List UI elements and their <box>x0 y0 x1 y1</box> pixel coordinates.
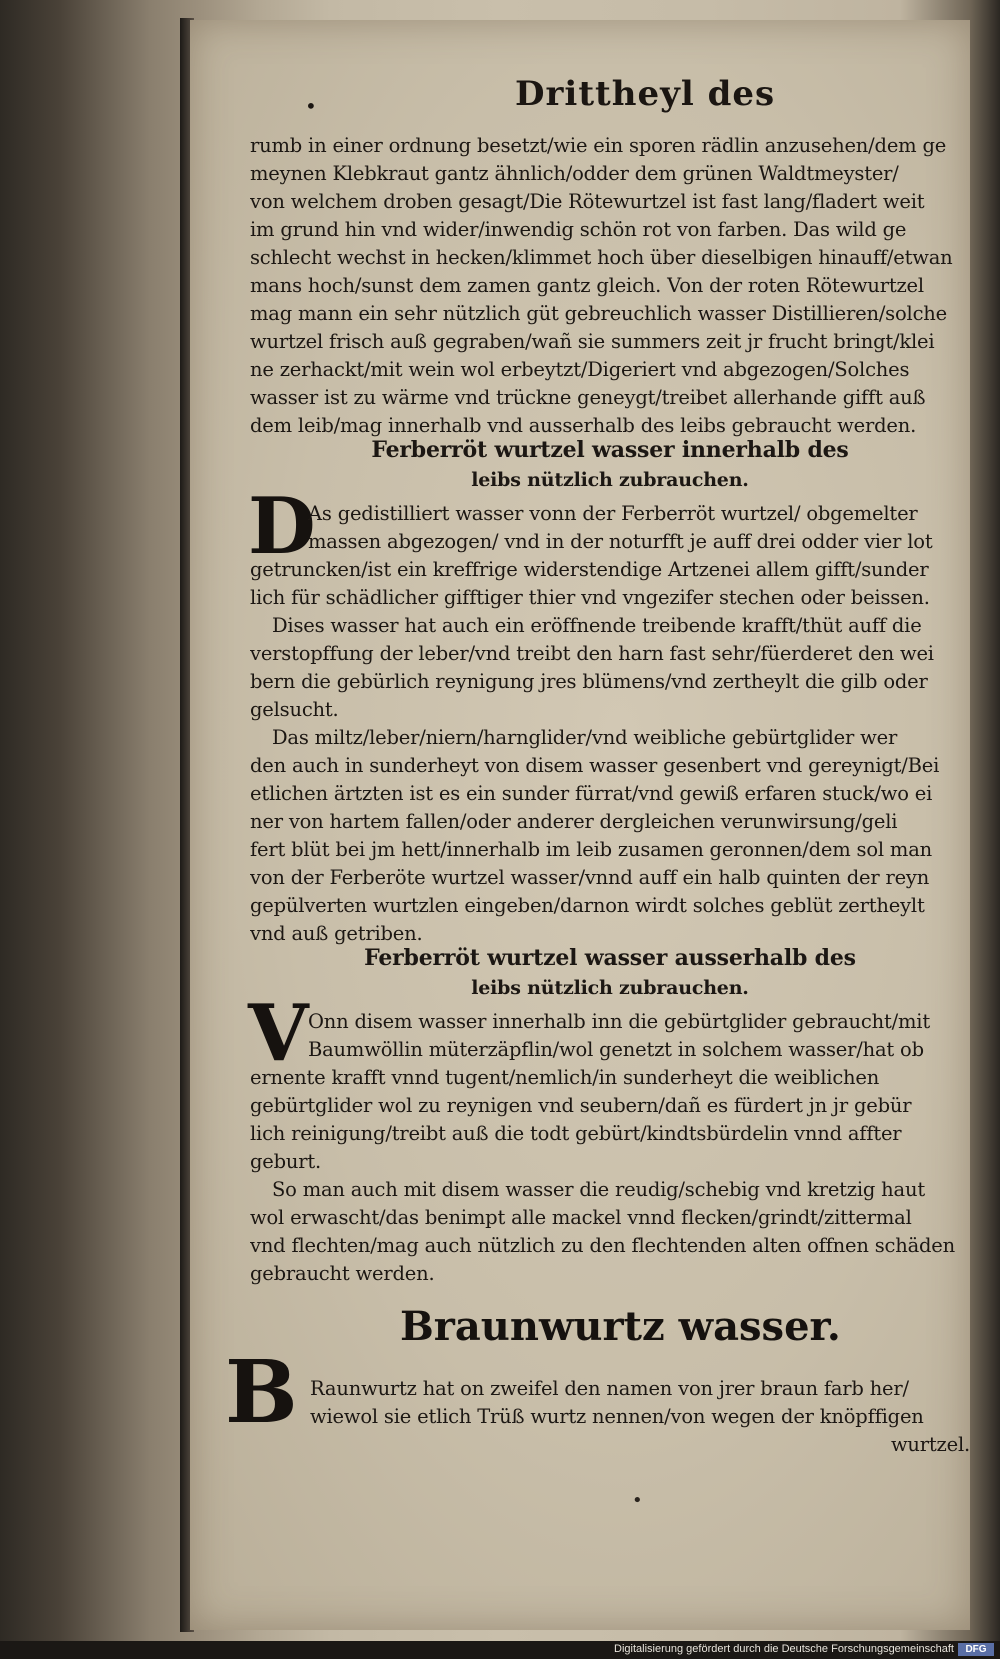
text-line: gebürtglider wol zu reynigen vnd seubern/dañ es fürdert jn jr gebür <box>250 1094 912 1117</box>
text-line: mag mann ein sehr nützlich güt gebreuchlich wasser Distillieren/solche <box>250 302 947 325</box>
text-line: mans hoch/sunst dem zamen gantz gleich. Von der roten Rötewurtzel <box>250 274 924 297</box>
section2-heading: Ferberröt wurtzel wasser innerhalb des <box>371 437 849 463</box>
text-line: As gedistilliert wasser vonn der Ferberröt wurtzel/ obgemelter <box>308 502 918 525</box>
section4-heading: Braunwurtz wasser. <box>400 1303 841 1350</box>
text-line: Dises wasser hat auch ein eröffnende treibende krafft/thüt auff die <box>272 614 922 637</box>
dfg-logo-icon: DFG <box>958 1643 994 1656</box>
text-line: verstopffung der leber/vnd treibt den harn fast sehr/füerderet den wei <box>250 642 934 665</box>
section2-subheading: leibs nützlich zubrauchen. <box>471 469 749 491</box>
text-line: Raunwurtz hat on zweifel den namen von jrer braun farb her/ <box>310 1377 909 1400</box>
text-line: meynen Klebkraut gantz ähnlich/odder dem grünen Waldtmeyster/ <box>250 162 899 185</box>
text-line: gelsucht. <box>250 698 339 721</box>
text-line: dem leib/mag innerhalb vnd ausserhalb des leibs gebraucht werden. <box>250 414 917 437</box>
text-line: vnd flechten/mag auch nützlich zu den flechtenden alten offnen schäden <box>250 1234 955 1257</box>
section3-heading: Ferberröt wurtzel wasser ausserhalb des <box>364 945 856 971</box>
section3-subheading: leibs nützlich zubrauchen. <box>471 977 749 999</box>
section3-body <box>250 1008 970 1288</box>
text-line: vnd auß getriben. <box>250 922 423 945</box>
text-line: ernente krafft vnnd tugent/nemlich/in sunderheyt die weiblichen <box>250 1066 880 1089</box>
text-line: wiewol sie etlich Trüß wurtz nennen/von wegen der knöpffigen <box>310 1405 924 1428</box>
text-line: schlecht wechst in hecken/klimmet hoch über dieselbigen hinauff/etwan <box>250 246 953 269</box>
text-line: lich reinigung/treibt auß die todt gebürt/kindtsbürdelin vnnd affter <box>250 1122 902 1145</box>
section4-initial: B <box>225 1342 298 1443</box>
text-line: Baumwöllin müterzäpflin/wol genetzt in solchem wasser/hat ob <box>308 1038 924 1061</box>
text-line: wurtzel frisch auß gegraben/wañ sie summers zeit jr frucht bringt/klei <box>250 330 935 353</box>
text-line: wol erwascht/das benimpt alle mackel vnnd flecken/grindt/zittermal <box>250 1206 912 1229</box>
section3-heading-block <box>250 943 970 1003</box>
text-line: etlichen ärtzten ist es ein sunder fürrat/vnd gewiß erfaren stuck/wo ei <box>250 782 933 805</box>
text-line: massen abgezogen/ vnd in der noturfft je auff drei odder vier lot <box>308 530 933 553</box>
text-line: Onn disem wasser innerhalb inn die gebürtglider gebraucht/mit <box>308 1010 930 1033</box>
text-line: getruncken/ist ein kreffrige widerstendige Artzenei allem gifft/sunder <box>250 558 929 581</box>
text-line: im grund hin vnd wider/inwendig schön rot von farben. Das wild ge <box>250 218 907 241</box>
section4-body <box>250 1375 970 1459</box>
section1-body <box>250 132 970 440</box>
page-header <box>250 72 950 122</box>
text-line: So man auch mit disem wasser die reudig/schebig vnd kretzig haut <box>272 1178 925 1201</box>
text-line: von der Ferberöte wurtzel wasser/vnnd auff ein halb quinten der reyn <box>250 866 930 889</box>
text-line: ner von hartem fallen/oder anderer dergleichen verunwirsung/geli <box>250 810 898 833</box>
section2-body <box>250 500 970 948</box>
ink-mark: • <box>632 1490 643 1511</box>
text-line: gepülverten wurtzlen eingeben/darnon wirdt solches geblüt zertheylt <box>250 894 925 917</box>
text-line: ne zerhackt/mit wein wol erbeytzt/Digeriert vnd abgezogen/Solches <box>250 358 910 381</box>
text-line: den auch in sunderheyt von disem wasser gesenbert vnd gereynigt/Bei <box>250 754 940 777</box>
text-line: geburt. <box>250 1150 322 1173</box>
text-line: wasser ist zu wärme vnd trückne geneygt/treibet allerhande gifft auß <box>250 386 926 409</box>
text-line: Das miltz/leber/niern/harnglider/vnd weibliche gebürtglider wer <box>272 726 898 749</box>
running-head: Drittheyl des <box>515 74 776 114</box>
section2-heading-block <box>250 435 970 495</box>
text-line: rumb in einer ordnung besetzt/wie ein sporen rädlin anzusehen/dem ge <box>250 134 947 157</box>
folio-mark: • <box>305 94 317 118</box>
section2-initial: D <box>248 481 316 572</box>
footer-credit: Digitalisierung gefördert durch die Deutsche Forschungsgemeinschaft <box>614 1643 954 1655</box>
text-line: lich für schädlicher gifftiger thier vnd vngezifer stechen oder beissen. <box>250 586 930 609</box>
text-line: gebraucht werden. <box>250 1262 435 1285</box>
text-line: von welchem droben gesagt/Die Rötewurtzel ist fast lang/fladert weit <box>250 190 925 213</box>
text-line: wurtzel. <box>890 1433 970 1456</box>
text-line: fert blüt bei jm hett/innerhalb im leib zusamen geronnen/dem sol man <box>250 838 932 861</box>
text-line: bern die gebürlich reynigung jres blümens/vnd zertheylt die gilb oder <box>250 670 928 693</box>
section3-initial: V <box>248 988 309 1079</box>
